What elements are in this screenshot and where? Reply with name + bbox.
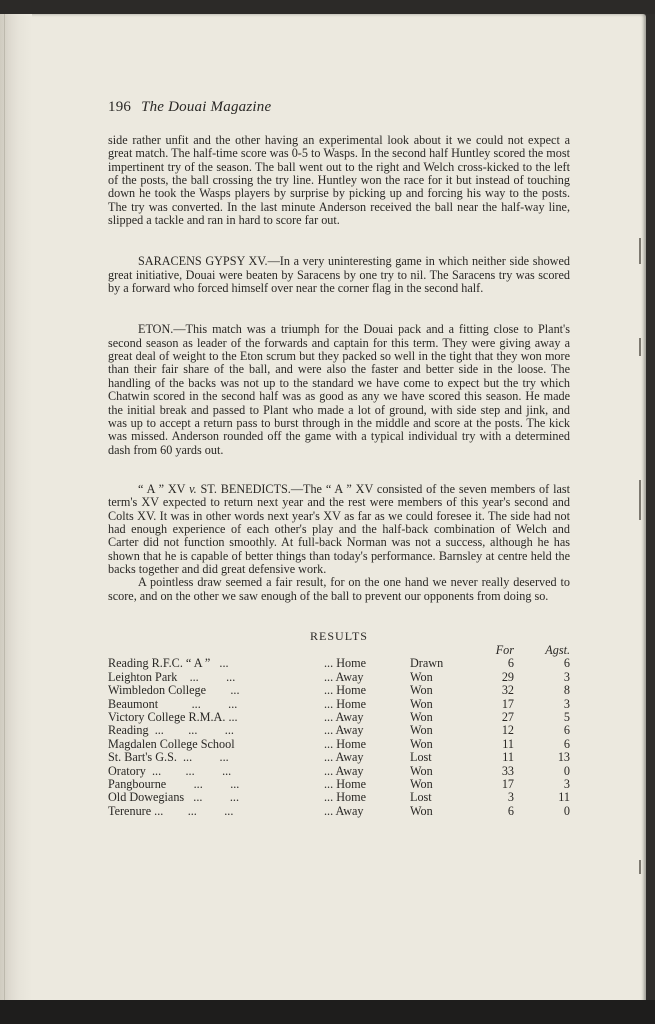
points-for-cell: 17: [501, 696, 514, 711]
points-against-cell: 0: [563, 803, 570, 818]
leader-dots: ...: [324, 723, 334, 738]
results-row: [108, 698, 570, 711]
points-for-cell: 17: [501, 777, 514, 792]
page-stack-edge: [0, 14, 32, 1004]
venue-cell: [324, 684, 410, 697]
leader-dots: ...: [324, 777, 334, 792]
venue-cell: [324, 698, 410, 711]
points-for-cell: 32: [501, 683, 514, 698]
page-edge-mark: [639, 238, 641, 264]
points-against-cell: 11: [558, 790, 570, 805]
results-header-row: [108, 644, 570, 657]
result-cell: Won: [410, 803, 433, 818]
points-for-cell: 33: [501, 763, 514, 778]
points-for-cell: 11: [502, 750, 514, 765]
opponent-cell: Magdalen College School: [108, 736, 235, 751]
points-against-cell: 0: [563, 763, 570, 778]
paragraph-st-benedicts: “ A ” XV v. ST. BENEDICTS.—The “ A ” XV consisted of the seven members of last term's XV expected to return next year and the rest were members of this year's second and Colts XV. It was in other words next year's XV as far as we could foresee it. The side had not had enough experience of each other's play and the half-back combination of Welch and Carter did not function smoothly. At full-back Norman was not a success, although he has shown that he is capable of better things than today's performance. Barnsley at centre held the backs together and did great defensive work.: [108, 481, 570, 576]
points-for-cell: 12: [501, 723, 514, 738]
result-cell: Won: [410, 777, 433, 792]
opponent-cell: Pangbourne ... ...: [108, 777, 240, 792]
points-against-cell: 8: [563, 683, 570, 698]
scan-right-border: [646, 14, 655, 1004]
venue-cell: [324, 805, 410, 818]
venue-label: Away: [335, 710, 364, 724]
leader-dots: ...: [324, 696, 334, 711]
opponent-cell: Beaumont ... ...: [108, 696, 238, 711]
page-edge-mark: [639, 860, 641, 874]
points-against-cell: 3: [563, 696, 570, 711]
leader-dots: ...: [324, 790, 334, 805]
leader-dots: ...: [324, 669, 334, 684]
result-cell: Drawn: [410, 656, 444, 671]
running-head: [108, 98, 570, 116]
results-heading: RESULTS: [310, 628, 368, 643]
scan-top-border: [0, 0, 655, 14]
venue-cell: [324, 657, 410, 670]
page-content: [108, 98, 570, 818]
result-cell: Won: [410, 736, 433, 751]
opponent-cell: Terenure ... ... ...: [108, 803, 234, 818]
result-cell: Won: [410, 683, 433, 698]
venue-label: Home: [336, 683, 366, 698]
points-for-cell: 27: [501, 710, 514, 724]
result-cell: Won: [410, 723, 433, 738]
venue-cell: [324, 711, 410, 724]
venue-cell: [324, 765, 410, 778]
results-row: [108, 778, 570, 791]
venue-cell: [324, 778, 410, 791]
opponent-cell: Oratory ... ... ...: [108, 763, 232, 778]
opponent-cell: St. Bart's G.S. ... ...: [108, 750, 229, 765]
paragraph-wasps-continued: side rather unfit and the other having an experimental look about it we could not expect a great match. The half-time score was 0-5 to Wasps. In the second half Huntley scored the most impertinent try of the season. The ball went out to the right and Welch cross-kicked to the left of the posts, the ball crossing the try line. Huntley won the race for it but instead of touching down he took the Wasps players by surprise by picking up and forcing his way to the posts. The try was converted. In the last minute Anderson received the ball near the half-way line, slipped a tackle and ran in hard to score far out.: [108, 133, 570, 228]
opponent-cell: Wimbledon College ...: [108, 683, 240, 698]
results-row: [108, 805, 570, 818]
venue-label: Away: [335, 723, 364, 738]
leader-dots: ...: [324, 736, 334, 751]
result-cell: Won: [410, 763, 433, 778]
points-against-cell: 5: [563, 710, 570, 724]
venue-label: Away: [335, 750, 364, 765]
paragraph-saracens: SARACENS GYPSY XV.—In a very uninteresting game in which neither side showed great initiative, Douai were beaten by Saracens by one try to nil. The Saracens try was scored by a forward who forced himself over near the corner flag in the second half.: [108, 254, 570, 296]
points-for-cell: 11: [502, 736, 514, 751]
venue-cell: [324, 671, 410, 684]
results-row: [108, 765, 570, 778]
venue-cell: [324, 751, 410, 764]
scan-bottom-border: [0, 1000, 655, 1024]
results-row: [108, 751, 570, 764]
results-table: [108, 644, 570, 818]
results-row: [108, 724, 570, 737]
page-edge-mark: [639, 480, 641, 520]
for-column-header: For: [495, 642, 514, 657]
points-against-cell: 3: [563, 777, 570, 792]
points-for-cell: 29: [501, 669, 514, 684]
venue-cell: [324, 724, 410, 737]
magazine-title: The Douai Magazine: [141, 99, 272, 115]
results-row: [108, 711, 570, 724]
points-for-cell: 6: [507, 803, 514, 818]
opponent-cell: Leighton Park ... ...: [108, 669, 236, 684]
paragraph-eton: ETON.—This match was a triumph for the Douai pack and a fitting close to Plant's second season as leader of the forwards and captain for this term. They were giving away a great deal of weight to the Eton scrum but they packed so well in the tight that they won more than their fair share of the ball, and were also the faster and better side in the loose. The handling of the backs was not up to the standard we have come to expect but the try which Chatwin scored in the second half was as good as any we have scored this season. He made the initial break and passed to Plant who made a lot of ground, with side step and jink, and was up to accept a return pass to burst through in the middle and score at the posts. The kick was missed. Anderson rounded off the game with a typical individual try with a determined dash from 60 yards out.: [108, 322, 570, 457]
points-against-cell: 6: [563, 736, 570, 751]
points-against-cell: 6: [563, 723, 570, 738]
result-cell: Lost: [410, 790, 432, 805]
points-against-cell: 3: [563, 669, 570, 684]
venue-label: Away: [335, 763, 364, 778]
venue-label: Home: [336, 696, 366, 711]
results-row: [108, 671, 570, 684]
venue-label: Home: [336, 790, 366, 805]
points-against-cell: 13: [557, 750, 570, 765]
venue-label: Away: [335, 803, 364, 818]
leader-dots: ...: [324, 710, 334, 724]
leader-dots: ...: [324, 803, 334, 818]
opponent-cell: Old Dowegians ... ...: [108, 790, 240, 805]
venue-label: Home: [336, 656, 366, 671]
leader-dots: ...: [324, 656, 334, 671]
points-for-cell: 3: [507, 790, 514, 805]
results-row: [108, 791, 570, 804]
page-edge-mark: [639, 338, 641, 356]
opponent-cell: Reading R.F.C. “ A ” ...: [108, 656, 229, 671]
leader-dots: ...: [324, 683, 334, 698]
venue-cell: [324, 738, 410, 751]
venue-cell: [324, 791, 410, 804]
opponent-cell: Victory College R.M.A. ...: [108, 710, 238, 724]
results-row: [108, 684, 570, 697]
opponent-cell: Reading ... ... ...: [108, 723, 234, 738]
venue-label: Away: [335, 669, 364, 684]
paragraph-pointless-draw: A pointless draw seemed a fair result, for on the one hand we never really deserved to score, and on the other we saw enough of the ball to prevent our opponents from doing so.: [108, 575, 570, 603]
leader-dots: ...: [324, 750, 334, 765]
points-against-cell: 6: [563, 656, 570, 671]
page-number: 196: [108, 99, 132, 115]
result-cell: Won: [410, 669, 433, 684]
result-cell: Lost: [410, 750, 432, 765]
points-for-cell: 6: [507, 656, 514, 671]
agst-column-header: Agst.: [545, 642, 570, 657]
results-row: [108, 738, 570, 751]
results-row: [108, 657, 570, 670]
venue-label: Home: [336, 777, 366, 792]
result-cell: Won: [410, 710, 433, 724]
result-cell: Won: [410, 696, 433, 711]
leader-dots: ...: [324, 763, 334, 778]
venue-label: Home: [336, 736, 366, 751]
